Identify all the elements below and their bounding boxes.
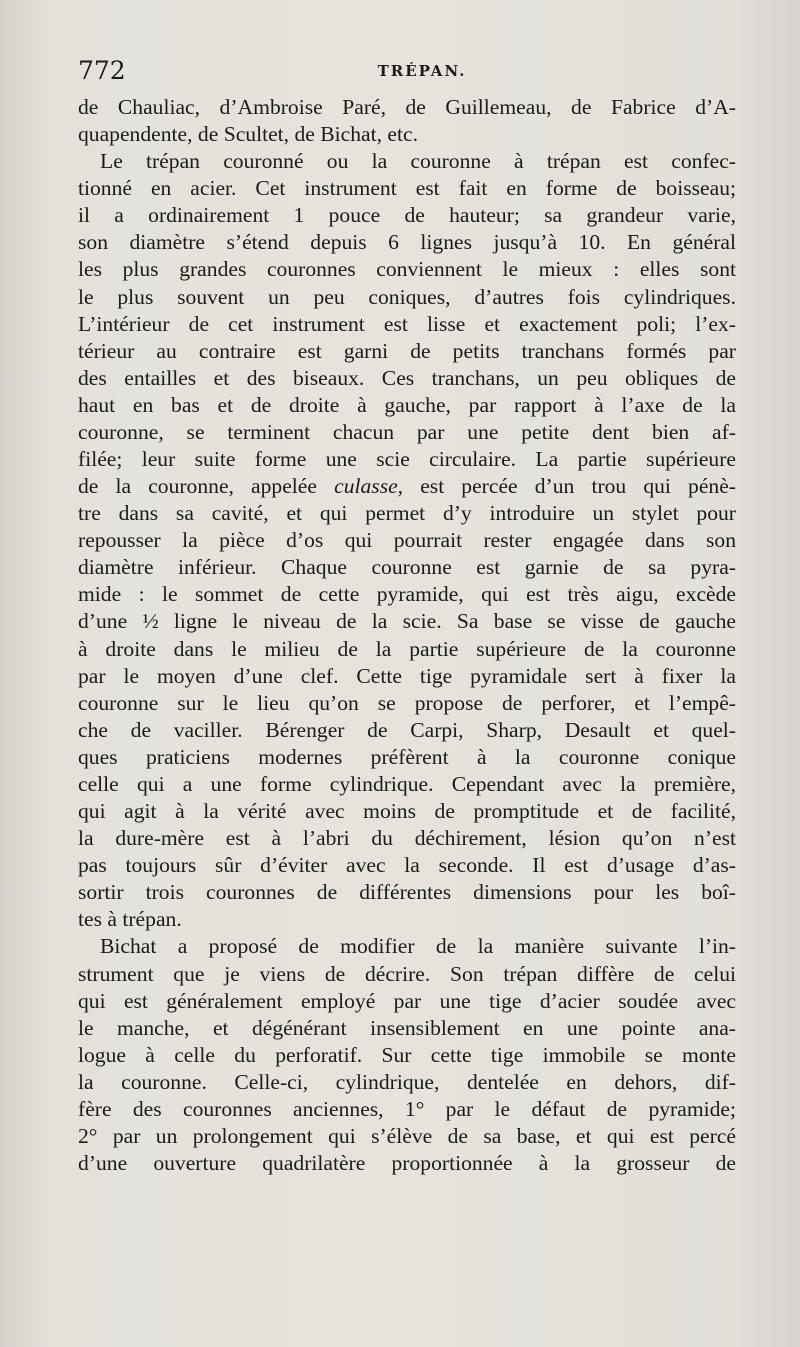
italic-term: culasse, <box>334 474 404 499</box>
text-line: couronne, se terminent chacun par une petite dent bien af- <box>78 419 736 444</box>
text-line: pas toujours sûr d’éviter avec la seconde. Il est d’usage d’as- <box>78 853 736 878</box>
text-line: celle qui a une forme cylindrique. Cependant avec la première, <box>78 771 736 796</box>
text-line: couronne sur le lieu qu’on se propose de perforer, et l’empê- <box>78 690 736 715</box>
text-line: de Chauliac, d’Ambroise Paré, de Guillemeau, de Fabrice d’A- <box>78 95 736 119</box>
text-line: mide : le sommet de cette pyramide, qui est très aigu, excède <box>78 582 736 607</box>
text-line: Le trépan couronné ou la couronne à trépan est confec- <box>100 149 736 174</box>
text-line: che de vaciller. Bérenger de Carpi, Sharp, Desault et quel- <box>78 717 736 742</box>
text-line: les plus grandes couronnes conviennent le mieux : elles sont <box>78 257 736 282</box>
text-line: fère des couronnes anciennes, 1° par le défaut de pyramide; <box>78 1096 736 1121</box>
text-line: diamètre inférieur. Chaque couronne est garnie de sa pyra- <box>78 555 736 580</box>
text-line: strument que je viens de décrire. Son trépan diffère de celui <box>78 961 736 986</box>
text-line: son diamètre s’étend depuis 6 lignes jusqu’à 10. En général <box>78 230 736 255</box>
text-line: quapendente, de Scultet, de Bichat, etc. <box>78 122 418 147</box>
text-line: logue à celle du perforatif. Sur cette tige immobile se monte <box>78 1042 736 1067</box>
text-line: la couronne. Celle-ci, cylindrique, dentelée en dehors, dif- <box>78 1069 736 1094</box>
text-line: qui agit à la vérité avec moins de promptitude et de facilité, <box>78 799 736 824</box>
text-line: ques praticiens modernes préfèrent à la couronne conique <box>78 744 736 769</box>
text-segment: de la couronne, appelée <box>78 474 317 499</box>
page-number: 772 <box>78 56 126 85</box>
text-line: 2° par un prolongement qui s’élève de sa base, et qui est percé <box>78 1123 736 1148</box>
text-line: Bichat a proposé de modifier de la manière suivante l’in- <box>100 934 736 959</box>
text-line: sortir trois couronnes de différentes dimensions pour les boî- <box>78 880 736 905</box>
text-line: tes à trépan. <box>78 907 182 932</box>
text-line: la dure-mère est à l’abri du déchirement, lésion qu’on n’est <box>78 826 736 851</box>
text-line: repousser la pièce d’os qui pourrait rester engagée dans son <box>78 528 736 553</box>
text-line: qui est généralement employé par une tige d’acier soudée avec <box>78 988 736 1013</box>
page-header <box>78 56 738 88</box>
text-line: d’une ½ ligne le niveau de la scie. Sa base se visse de gauche <box>78 609 736 634</box>
text-line-with-italic <box>78 473 736 500</box>
text-line: le manche, et dégénérant insensiblement en une pointe ana- <box>78 1015 736 1040</box>
running-title: TRÉPAN. <box>377 62 467 80</box>
text-line: le plus souvent un peu coniques, d’autres fois cylindriques. <box>78 284 736 309</box>
text-line: à droite dans le milieu de la partie supérieure de la couronne <box>78 636 736 661</box>
text-line: par le moyen d’une clef. Cette tige pyramidale sert à fixer la <box>78 663 736 688</box>
body-text <box>78 94 736 1177</box>
text-segment: est percée d’un trou qui pénè- <box>420 474 736 499</box>
text-line: L’intérieur de cet instrument est lisse et exactement poli; l’ex- <box>78 311 736 336</box>
text-line: térieur au contraire est garni de petits tranchans formés par <box>78 338 736 363</box>
text-line: tre dans sa cavité, et qui permet d’y introduire un stylet pour <box>78 501 736 526</box>
text-line: il a ordinairement 1 pouce de hauteur; sa grandeur varie, <box>78 203 736 228</box>
text-line: d’une ouverture quadrilatère proportionnée à la grosseur de <box>78 1151 736 1176</box>
text-line: des entailles et des biseaux. Ces tranchans, un peu obliques de <box>78 365 736 390</box>
text-line: filée; leur suite forme une scie circulaire. La partie supérieure <box>78 447 736 472</box>
text-line: tionné en acier. Cet instrument est fait en forme de boisseau; <box>78 176 736 201</box>
text-line: haut en bas et de droite à gauche, par rapport à l’axe de la <box>78 392 736 417</box>
